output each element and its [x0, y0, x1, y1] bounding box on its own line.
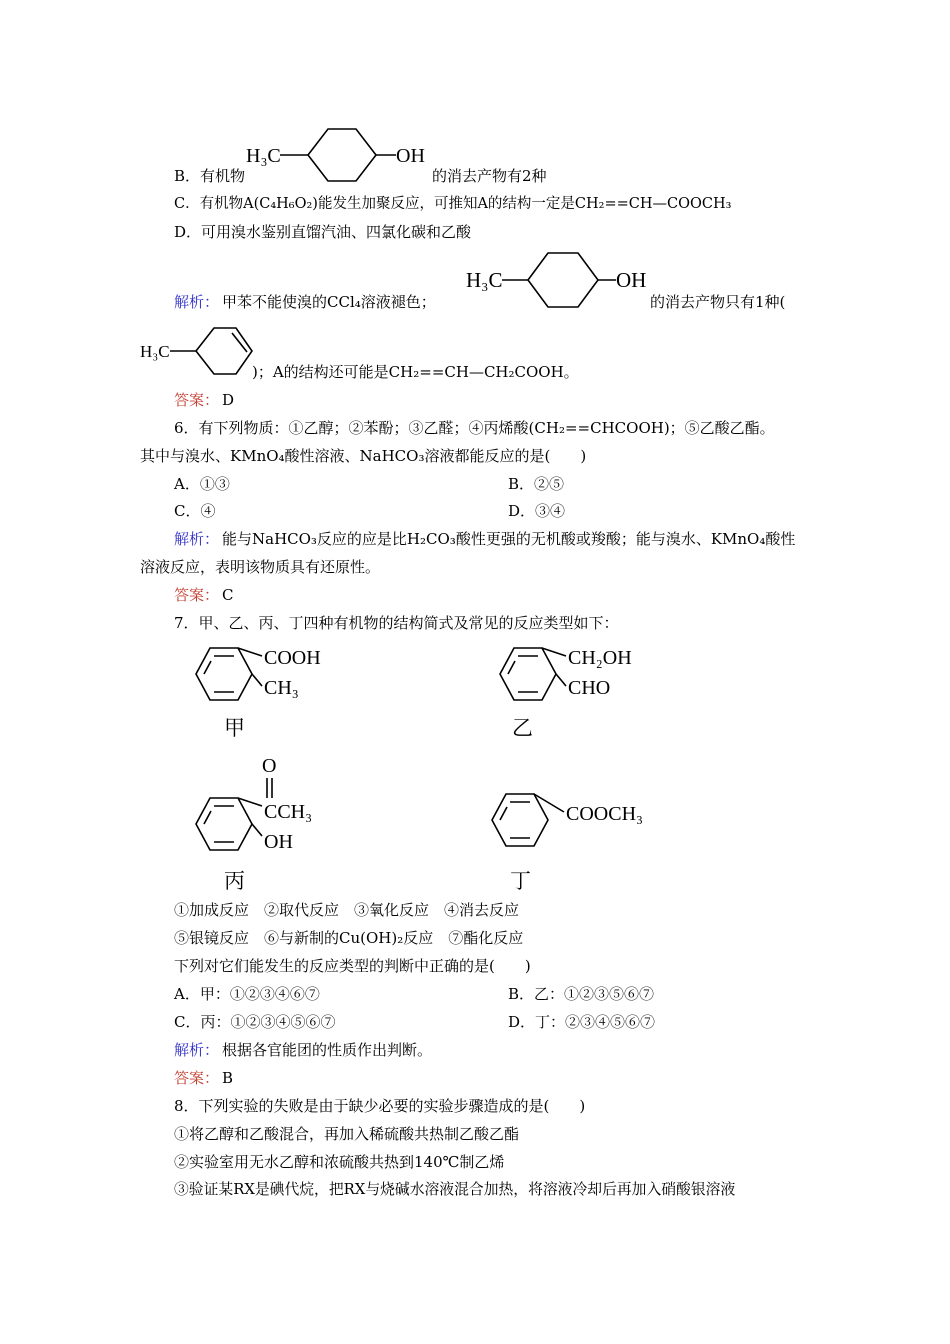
svg-text:CH₃: CH₃ — [264, 677, 299, 699]
svg-text:OH: OH — [396, 145, 425, 167]
q6-stem-2: 其中与溴水、KMnO₄酸性溶液、NaHCO₃溶液都能反应的是( ) — [140, 447, 587, 465]
q7-question: 下列对它们能发生的反应类型的判断中正确的是( ) — [174, 957, 531, 975]
molecule-ding — [484, 780, 664, 895]
q5-option-d: D．可用溴水鉴别直馏汽油、四氯化碳和乙酸 — [174, 223, 472, 241]
q7-analysis-label: 解析： — [174, 1041, 220, 1059]
methylcyclohexanol-structure-1 — [246, 124, 436, 184]
q6-answer: C — [222, 586, 234, 604]
q5-analysis-text-1b: 的消去产物只有1种( — [650, 293, 786, 311]
q7-option-a: A．甲：①②③④⑥⑦ — [174, 985, 320, 1003]
methylcyclohexanol-structure-2 — [466, 248, 656, 312]
q6-analysis-2: 溶液反应，表明该物质具有还原性。 — [140, 558, 381, 576]
svg-text:乙: 乙 — [512, 716, 533, 740]
q5-option-b-prefix: B．有机物 — [174, 167, 246, 185]
q7-analysis: 根据各官能团的性质作出判断。 — [222, 1041, 433, 1059]
q5-answer-label: 答案： — [174, 391, 220, 409]
q7-answer-label: 答案： — [174, 1069, 220, 1087]
molecule-bing — [180, 750, 350, 895]
q6-option-b: B．②⑤ — [508, 475, 565, 493]
q6-analysis-label: 解析： — [174, 530, 220, 548]
svg-text:O: O — [262, 755, 277, 777]
svg-text:CCH₃: CCH₃ — [264, 801, 313, 823]
q8-stem: 8．下列实验的失败是由于缺少必要的实验步骤造成的是( ) — [174, 1097, 586, 1115]
svg-text:CH₂OH: CH₂OH — [568, 647, 632, 669]
svg-text:H₃C: H₃C — [466, 268, 503, 292]
svg-text:CHO: CHO — [568, 677, 611, 699]
q6-option-a: A．①③ — [174, 475, 230, 493]
q7-answer: B — [222, 1069, 234, 1087]
molecule-yi — [484, 640, 664, 745]
q6-stem-1: 6．有下列物质：①乙醇；②苯酚；③乙醛；④丙烯酸(CH₂==CHCOOH)；⑤乙酸乙酯。 — [174, 419, 775, 437]
methylcyclohexene-structure — [140, 322, 260, 380]
q7-option-c: C．丙：①②③④⑤⑥⑦ — [174, 1013, 336, 1031]
q7-reactions-2: ⑤银镜反应 ⑥与新制的Cu(OH)₂反应 ⑦酯化反应 — [174, 929, 524, 947]
q6-answer-label: 答案： — [174, 586, 220, 604]
svg-text:OH: OH — [264, 831, 293, 853]
q5-option-c: C．有机物A(C₄H₆O₂)能发生加聚反应，可推知A的结构一定是CH₂==CH—COOCH₃ — [174, 196, 732, 212]
q8-item-1: ①将乙醇和乙酸混合，再加入稀硫酸共热制乙酸乙酯 — [174, 1125, 520, 1143]
q5-option-b-suffix: 的消去产物有2种 — [432, 167, 547, 185]
svg-text:甲: 甲 — [224, 716, 245, 740]
svg-text:COOH: COOH — [264, 647, 321, 669]
q5-analysis-label: 解析： — [174, 293, 220, 311]
q6-option-d: D．③④ — [508, 502, 566, 520]
q6-option-c: C．④ — [174, 502, 216, 520]
svg-text:H₃C: H₃C — [246, 145, 281, 167]
q7-stem: 7．甲、乙、丙、丁四种有机物的结构简式及常见的反应类型如下： — [174, 614, 619, 632]
q7-reactions-1: ①加成反应 ②取代反应 ③氧化反应 ④消去反应 — [174, 901, 520, 919]
svg-text:OH: OH — [616, 268, 647, 292]
q8-item-2: ②实验室用无水乙醇和浓硫酸共热到140℃制乙烯 — [174, 1153, 505, 1171]
q8-item-3: ③验证某RX是碘代烷，把RX与烧碱水溶液混合加热，将溶液冷却后再加入硝酸银溶液 — [174, 1181, 736, 1198]
q7-option-b: B．乙：①②③⑤⑥⑦ — [508, 985, 655, 1003]
svg-text:COOCH₃: COOCH₃ — [566, 803, 643, 825]
q6-analysis-1: 能与NaHCO₃反应的应是比H₂CO₃酸性更强的无机酸或羧酸；能与溴水、KMnO₄酸性 — [222, 530, 796, 548]
svg-text:H₃C: H₃C — [140, 342, 170, 361]
q5-analysis-text-2: )；A的结构还可能是CH₂==CH—CH₂COOH。 — [252, 363, 579, 381]
q5-analysis-text-1a: 甲苯不能使溴的CCl₄溶液褪色； — [222, 293, 436, 311]
q5-answer: D — [222, 391, 235, 409]
q7-option-d: D．丁：②③④⑤⑥⑦ — [508, 1013, 656, 1031]
svg-text:丙: 丙 — [224, 869, 245, 893]
svg-text:丁: 丁 — [510, 869, 531, 893]
molecule-jia — [180, 640, 350, 745]
